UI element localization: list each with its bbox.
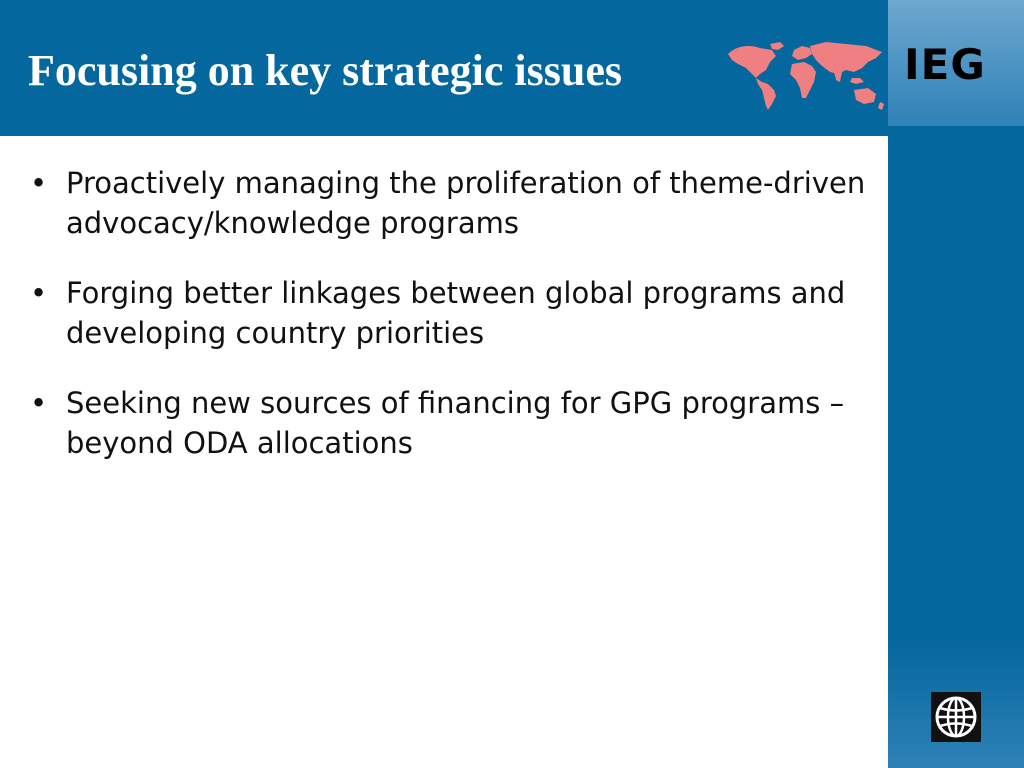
side-panel — [888, 0, 1024, 768]
world-map-icon — [726, 38, 886, 112]
bullet-item — [30, 273, 880, 353]
bullet-marker: • — [30, 276, 48, 310]
bullet-text: Seeking new sources of financing for GPG programs – beyond ODA allocations — [66, 386, 845, 460]
bullet-marker: • — [30, 386, 48, 420]
bullet-list — [30, 163, 880, 493]
globe-logo-icon — [931, 692, 981, 742]
bullet-item — [30, 383, 880, 463]
bullet-marker: • — [30, 166, 48, 200]
bullet-text: Proactively managing the proliferation of theme-driven advocacy/knowledge programs — [66, 166, 866, 240]
brand-label: IEG — [904, 40, 986, 89]
slide-title: Focusing on key strategic issues — [28, 46, 622, 95]
bullet-text: Forging better linkages between global programs and developing country priorities — [66, 276, 846, 350]
bullet-item — [30, 163, 880, 243]
